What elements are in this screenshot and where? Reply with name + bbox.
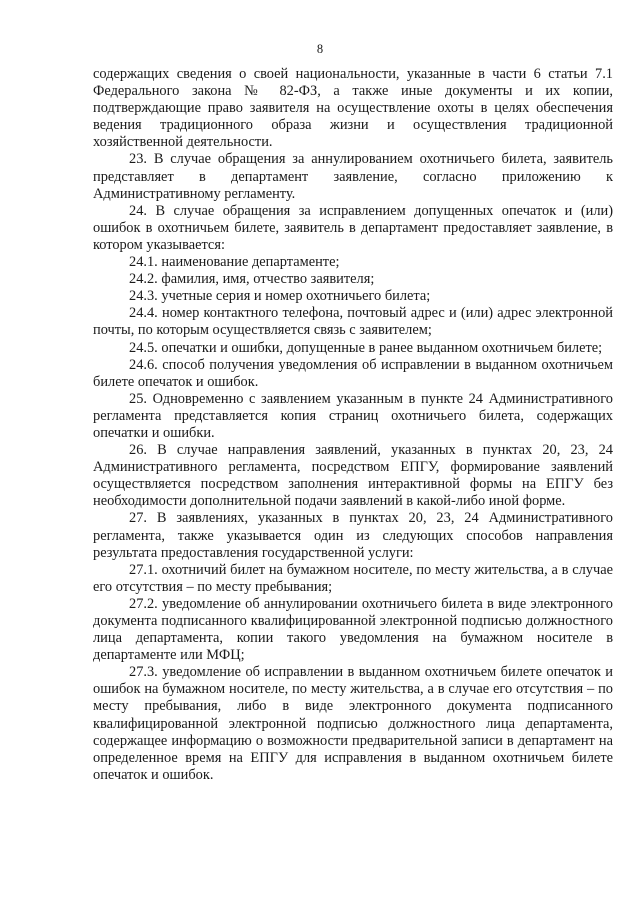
paragraph-25: 25. Одновременно с заявлением указанным в пункте 24 Административного регламента представляется копия страниц охотничьего билета, содержащих опечатки и ошибки. — [93, 390, 613, 441]
paragraph-continuation: содержащих сведения о своей национальности, указанные в части 6 статьи 7.1 Федерального закона № 82-ФЗ, а также иные документы и их копии, подтверждающие право заявителя на осуществление охоты в целях обеспечения ведения традиционного образа жизни и осуществления традиционной хозяйственной деятельности. — [93, 66, 613, 151]
paragraph-27-3: 27.3. уведомление об исправлении в выданном охотничьем билете опечаток и ошибок на бумажном носителе, по месту жительства, а в случае его отсутствия – по месту пребывания, либо в виде электронного документа подписанного квалифицированной электронной подписью должностного лица департамента, содержащее информацию о возможности предварительной записи в департамент на определенное время на ЕПГУ для исправления в выданном охотничьем билете опечаток и ошибок. — [93, 664, 613, 783]
document-body — [93, 66, 613, 784]
paragraph-24-5: 24.5. опечатки и ошибки, допущенные в ранее выданном охотничьем билете; — [129, 339, 603, 356]
paragraph-24-6: 24.6. способ получения уведомления об исправлении в выданном охотничьем билете опечаток и ошибок. — [93, 356, 613, 390]
paragraph-23: 23. В случае обращения за аннулированием охотничьего билета, заявитель представляет в департамент заявление, согласно приложению к Административному регламенту. — [93, 151, 613, 202]
paragraph-24-3: 24.3. учетные серия и номер охотничьего билета; — [129, 288, 431, 305]
paragraph-24-1: 24.1. наименование департаменте; — [129, 254, 340, 271]
paragraph-24-2: 24.2. фамилия, имя, отчество заявителя; — [129, 271, 375, 288]
paragraph-27-1: 27.1. охотничий билет на бумажном носителе, по месту жительства, а в случае его отсутствия – по месту пребывания; — [93, 561, 613, 595]
page-number: 8 — [316, 42, 324, 56]
paragraph-27: 27. В заявлениях, указанных в пунктах 20, 23, 24 Административного регламента, также указывается один из следующих способов направления результата предоставления государственной услуги: — [93, 510, 613, 561]
paragraph-24-4: 24.4. номер контактного телефона, почтовый адрес и (или) адрес электронной почты, по которым осуществляется связь с заявителем; — [93, 305, 613, 339]
paragraph-26: 26. В случае направления заявлений, указанных в пунктах 20, 23, 24 Административного регламента, посредством ЕПГУ, формирование заявлений осуществляется посредством заполнения интерактивной формы на ЕПГУ без необходимости дополнительной подачи заявлений в какой-либо иной форме. — [93, 442, 613, 510]
paragraph-24: 24. В случае обращения за исправлением допущенных опечаток и (или) ошибок в охотничьем билете, заявитель в департамент предоставляет заявление, в котором указывается: — [93, 202, 613, 253]
paragraph-27-2: 27.2. уведомление об аннулировании охотничьего билета в виде электронного документа подписанного квалифицированной электронной подписью должностного лица департамента, копии такого уведомления на бумажном носителе в департаменте или МФЦ; — [93, 595, 613, 664]
